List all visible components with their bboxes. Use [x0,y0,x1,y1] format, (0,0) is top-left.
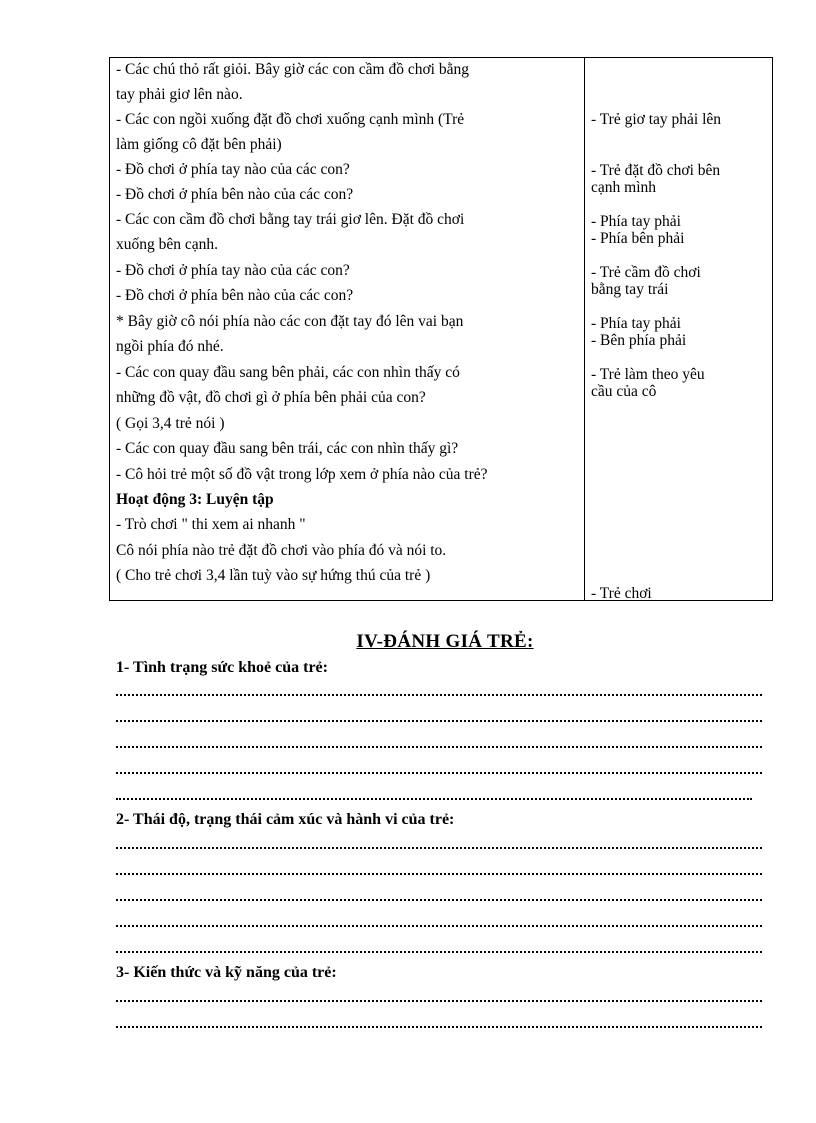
dotted-line[interactable] [116,998,762,1002]
column-divider [584,57,585,601]
dotted-line[interactable] [116,744,762,748]
teacher-activity-line: - Cô hỏi trẻ một số đồ vật trong lớp xem ở phía nào của trẻ? [116,466,488,483]
child-activity-line: - Trẻ chơi [591,585,652,602]
child-activity-line: - Phía tay phải [591,315,681,332]
dotted-line[interactable] [116,692,762,696]
teacher-activity-line: - Đồ chơi ở phía tay nào của các con? [116,262,350,279]
teacher-activity-line: - Các con cầm đồ chơi bằng tay trái giơ lên. Đặt đồ chơi [116,211,465,228]
child-activity-line: - Phía tay phải [591,213,681,230]
teacher-activity-line: ( Cho trẻ chơi 3,4 lần tuỳ vào sự hứng thú của trẻ ) [116,567,431,584]
child-activity-line: - Trẻ cầm đồ chơi [591,264,701,281]
dotted-line[interactable] [116,923,762,927]
teacher-activity-line: - Các con quay đầu sang bên phải, các con nhìn thấy có [116,364,460,381]
section-heading-attitude: 2- Thái độ, trạng thái cảm xúc và hành vi của trẻ: [116,811,455,828]
teacher-activity-line: - Trò chơi " thi xem ai nhanh " [116,516,306,533]
child-activity-line: bằng tay trái [591,281,669,298]
teacher-activity-line: - Các con quay đầu sang bên trái, các con nhìn thấy gì? [116,440,459,457]
child-activity-line: - Trẻ làm theo yêu [591,366,705,383]
teacher-activity-line: ngồi phía đó nhé. [116,338,224,355]
child-activity-line: cầu của cô [591,383,657,400]
dotted-line[interactable] [116,1024,762,1028]
activity-heading: Hoạt động 3: Luyện tập [116,491,274,508]
dotted-line[interactable] [116,871,762,875]
dotted-line[interactable] [116,949,762,953]
child-activity-line: - Trẻ đặt đồ chơi bên [591,162,721,179]
teacher-activity-line: - Đồ chơi ở phía bên nào của các con? [116,287,354,304]
teacher-activity-line: ( Gọi 3,4 trẻ nói ) [116,415,225,432]
section-heading-knowledge: 3- Kiến thức và kỹ năng của trẻ: [116,964,337,981]
teacher-activity-line: làm giống cô đặt bên phải) [116,136,282,153]
dotted-line[interactable] [116,770,762,774]
teacher-activity-line: xuống bên cạnh. [116,236,219,253]
child-activity-line: - Bên phía phải [591,332,687,349]
child-activity-line: - Phía bên phải [591,230,685,247]
dotted-line[interactable] [116,796,752,800]
teacher-activity-line: - Đồ chơi ở phía bên nào của các con? [116,186,354,203]
teacher-activity-line: tay phải giơ lên nào. [116,86,243,103]
child-activity-line: cạnh mình [591,179,656,196]
dotted-line[interactable] [116,897,762,901]
teacher-activity-line: - Đồ chơi ở phía tay nào của các con? [116,161,350,178]
teacher-activity-line: * Bây giờ cô nói phía nào các con đặt tay đó lên vai bạn [116,313,464,330]
evaluation-title: IV-ĐÁNH GIÁ TRẺ: [356,631,534,652]
teacher-activity-line: - Các chú thỏ rất giỏi. Bây giờ các con cầm đồ chơi bằng [116,61,469,78]
teacher-activity-line: - Các con ngồi xuống đặt đồ chơi xuống cạnh mình (Trẻ [116,111,465,128]
section-heading-health: 1- Tình trạng sức khoẻ của trẻ: [116,659,328,676]
dotted-line[interactable] [116,718,762,722]
dotted-line[interactable] [116,845,762,849]
teacher-activity-line: Cô nói phía nào trẻ đặt đồ chơi vào phía đó và nói to. [116,542,447,559]
child-activity-line: - Trẻ giơ tay phải lên [591,111,722,128]
teacher-activity-line: những đồ vật, đồ chơi gì ở phía bên phải của con? [116,389,426,406]
